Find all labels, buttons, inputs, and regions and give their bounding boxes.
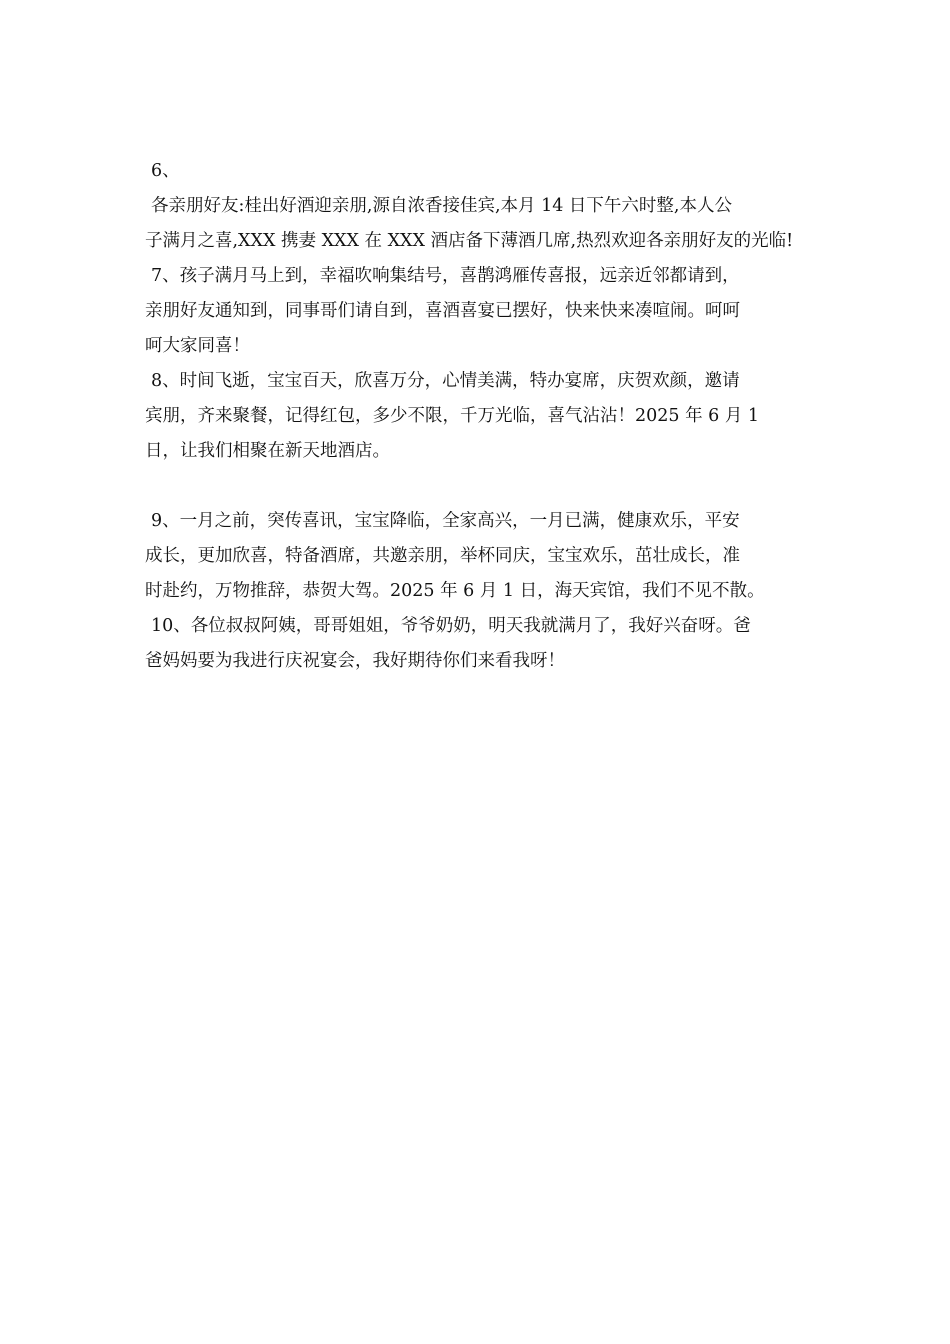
- item-9-line: 9、一月之前，突传喜讯，宝宝降临，全家高兴，一月已满，健康欢乐，平安: [151, 511, 740, 531]
- document-body: [145, 154, 825, 679]
- text-line: 日，让我们相聚在新天地酒店。: [145, 441, 390, 461]
- text-line: 宾朋，齐来聚餐，记得红包，多少不限，千万光临，喜气沾沾！2025 年 6 月 1: [145, 406, 760, 426]
- text-line: 成长，更加欣喜，特备酒席，共邀亲朋，举杯同庆，宝宝欢乐，茁壮成长，准: [145, 546, 740, 566]
- text-line: 亲朋好友通知到，同事哥们请自到，喜酒喜宴已摆好，快来快来凑喧闹。呵呵: [145, 301, 740, 321]
- text-line: 时赴约，万物推辞，恭贺大驾。2025 年 6 月 1 日，海天宾馆，我们不见不散。: [145, 581, 765, 601]
- item-10-line: 10、各位叔叔阿姨，哥哥姐姐，爷爷奶奶，明天我就满月了，我好兴奋呀。爸: [151, 616, 751, 636]
- item-6-heading: 6、: [151, 161, 180, 181]
- text-line: 子满月之喜,XXX 携妻 XXX 在 XXX 酒店备下薄酒几席,热烈欢迎各亲朋好友的光临!: [145, 231, 794, 251]
- blank-line: [145, 469, 825, 504]
- item-7-line: 7、孩子满月马上到，幸福吹响集结号，喜鹊鸿雁传喜报，远亲近邻都请到，: [151, 266, 740, 286]
- text-line: 各亲朋好友:桂出好酒迎亲朋,源自浓香接佳宾,本月 14 日下午六时整,本人公: [151, 196, 732, 216]
- item-8-line: 8、时间飞逝，宝宝百天，欣喜万分，心情美满，特办宴席，庆贺欢颜，邀请: [151, 371, 740, 391]
- text-line: 爸妈妈要为我进行庆祝宴会，我好期待你们来看我呀！: [145, 651, 565, 671]
- text-line: 呵大家同喜！: [145, 336, 250, 356]
